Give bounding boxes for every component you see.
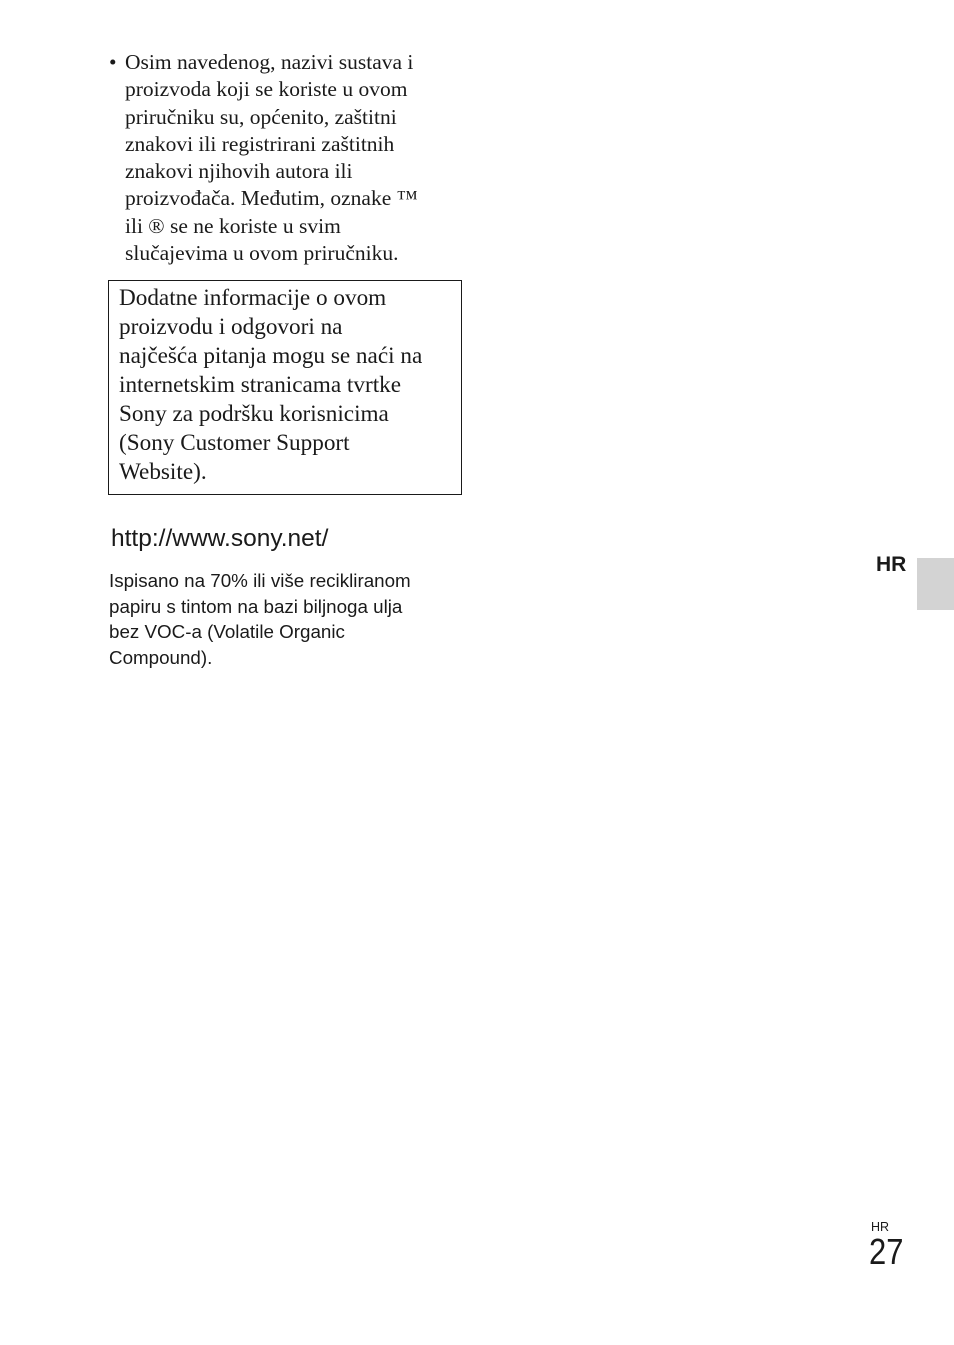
footer-language-code: HR: [871, 1220, 890, 1234]
language-side-tab: [917, 558, 954, 610]
trademark-bullet-text: Osim navedenog, nazivi sustava i proizvoda koji se koriste u ovom priručniku su, općenito, zaštitni znakovi ili registrirani zaštitnih znakovi njihovih autora ili proizvođača. Međutim, oznake ™ ili ® se ne koriste u svim slučajevima u ovom priručniku.: [125, 50, 418, 266]
recycled-paper-note: Ispisano na 70% ili više recikliranom papiru s tintom na bazi biljnoga ulja bez VOC-a (Volatile Organic Compound).: [109, 570, 411, 669]
language-tab-label: HR: [876, 553, 907, 576]
page-number: 27: [869, 1231, 904, 1272]
support-info-box: Dodatne informacije o ovom proizvodu i odgovori na najčešća pitanja mogu se naći na internetskim stranicama tvrtke Sony za podršku korisnicima (Sony Customer Support Website).: [108, 280, 462, 495]
trademark-bullet: [109, 49, 459, 267]
bullet-mark: •: [109, 50, 117, 74]
sony-website-url: http://www.sony.net/: [111, 525, 329, 552]
